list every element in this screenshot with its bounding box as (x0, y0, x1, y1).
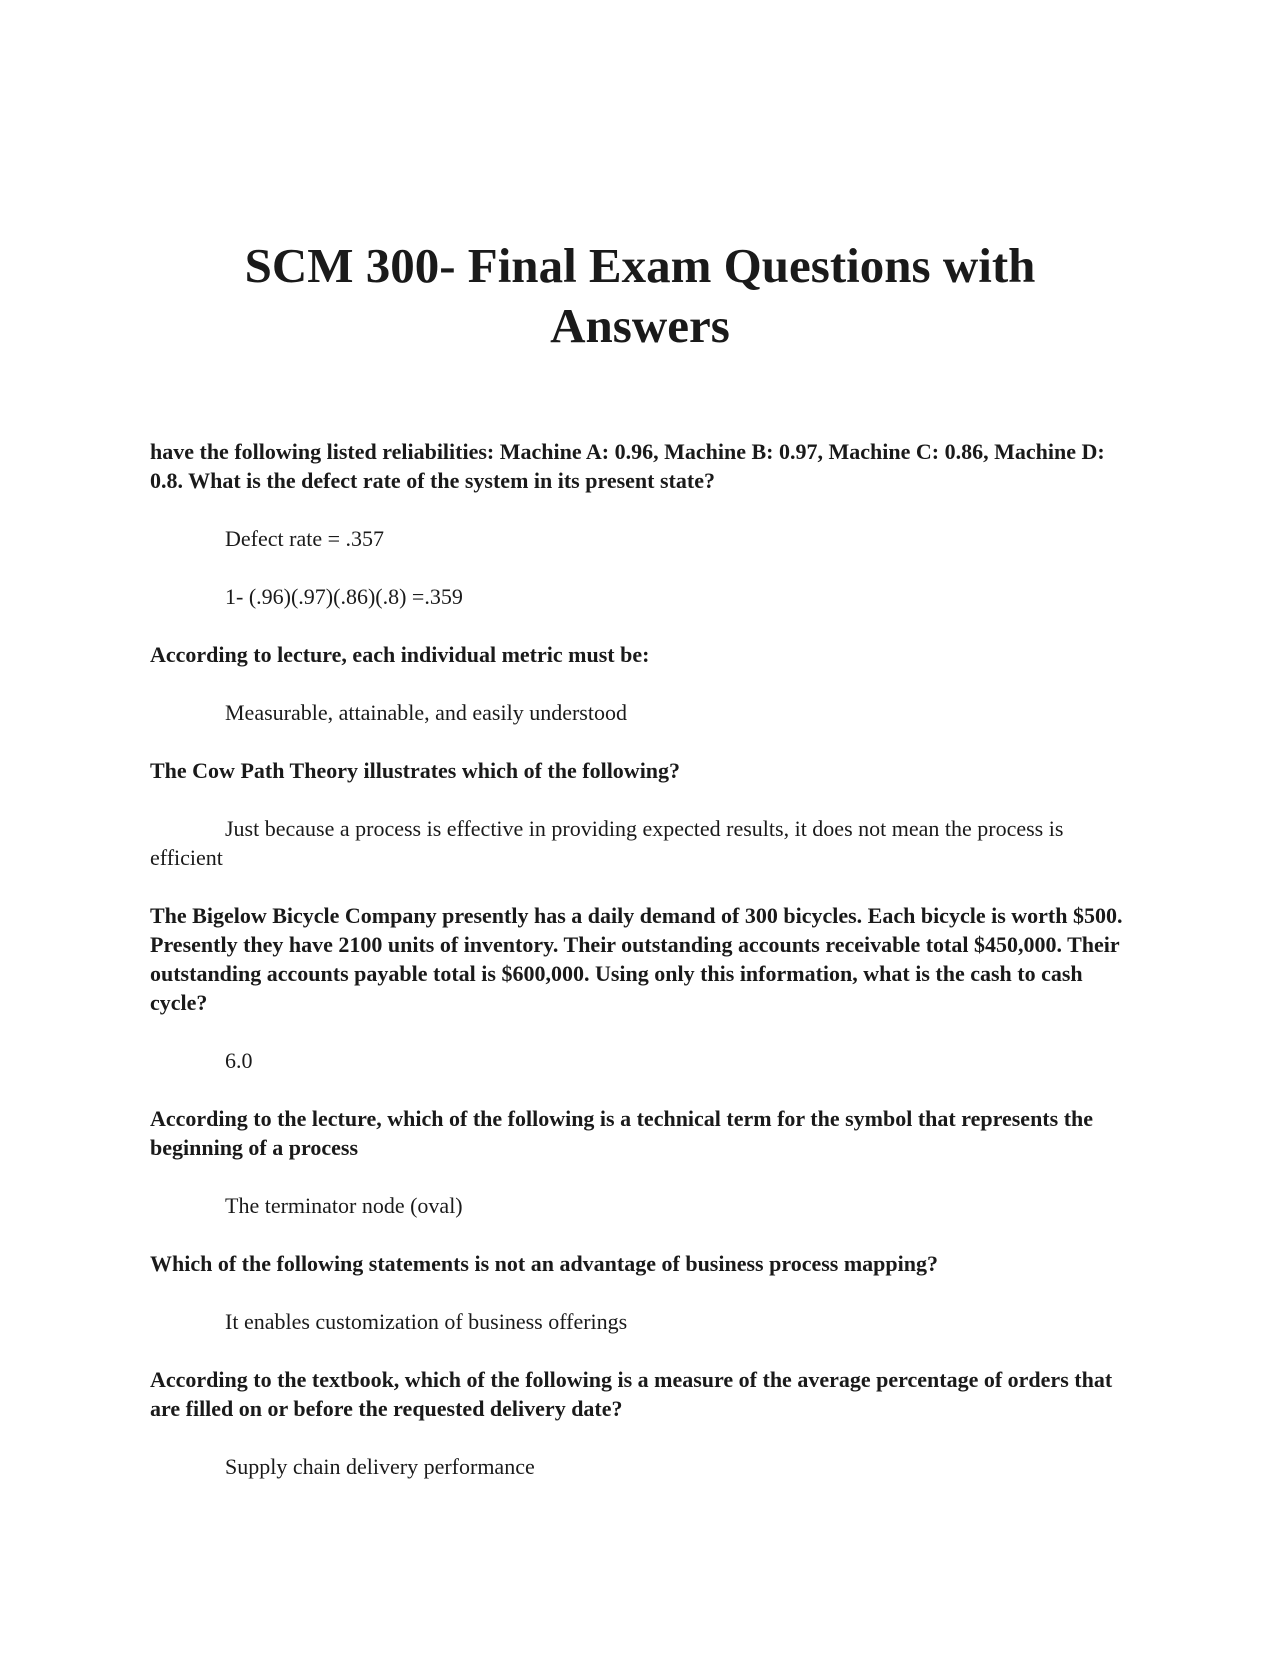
question-text: The Cow Path Theory illustrates which of the following? (150, 758, 681, 783)
question-text: According to lecture, each individual metric must be: (150, 642, 650, 667)
qa-item (150, 1249, 1135, 1365)
question-text: According to the textbook, which of the following is a measure of the average percentage of orders that are filled on or before the requested delivery date? (150, 1367, 1113, 1421)
answer-text: It enables customization of business offerings (225, 1309, 628, 1334)
qa-item (150, 437, 1135, 640)
question-text: have the following listed reliabilities: Machine A: 0.96, Machine B: 0.97, Machine C: 0.86, Machine D: 0.8. What is the defect rate of the system in its present state? (150, 439, 1105, 493)
question-text: Which of the following statements is not an advantage of business process mapping? (150, 1251, 939, 1276)
answer-text: 6.0 (225, 1048, 253, 1073)
qa-item (150, 901, 1135, 1104)
qa-item (150, 1365, 1135, 1481)
answer-text: Supply chain delivery performance (225, 1454, 535, 1479)
question-text: According to the lecture, which of the following is a technical term for the symbol that represents the beginning of a process (150, 1106, 1094, 1160)
qa-item (150, 640, 1135, 756)
answer-text: Just because a process is effective in providing expected results, it does not mean the process is efficient (150, 816, 1064, 870)
answer-text: Measurable, attainable, and easily understood (225, 700, 627, 725)
document-title: SCM 300- Final Exam Questions with Answers (244, 238, 1036, 353)
answer-text: Defect rate = .357 (225, 526, 384, 551)
answer-text: The terminator node (oval) (225, 1193, 463, 1218)
qa-item (150, 1104, 1135, 1249)
answer-text: 1- (.96)(.97)(.86)(.8) =.359 (225, 584, 463, 609)
qa-item (150, 756, 1135, 901)
qa-list (150, 437, 1135, 1481)
question-text: The Bigelow Bicycle Company presently has a daily demand of 300 bicycles. Each bicycle is worth $500. Presently they have 2100 units of inventory. Their outstanding accounts receivable total $450,000. Their outstanding accounts payable total is $600,000. Using only this information, what is the cash to cash cycle? (150, 903, 1123, 1015)
